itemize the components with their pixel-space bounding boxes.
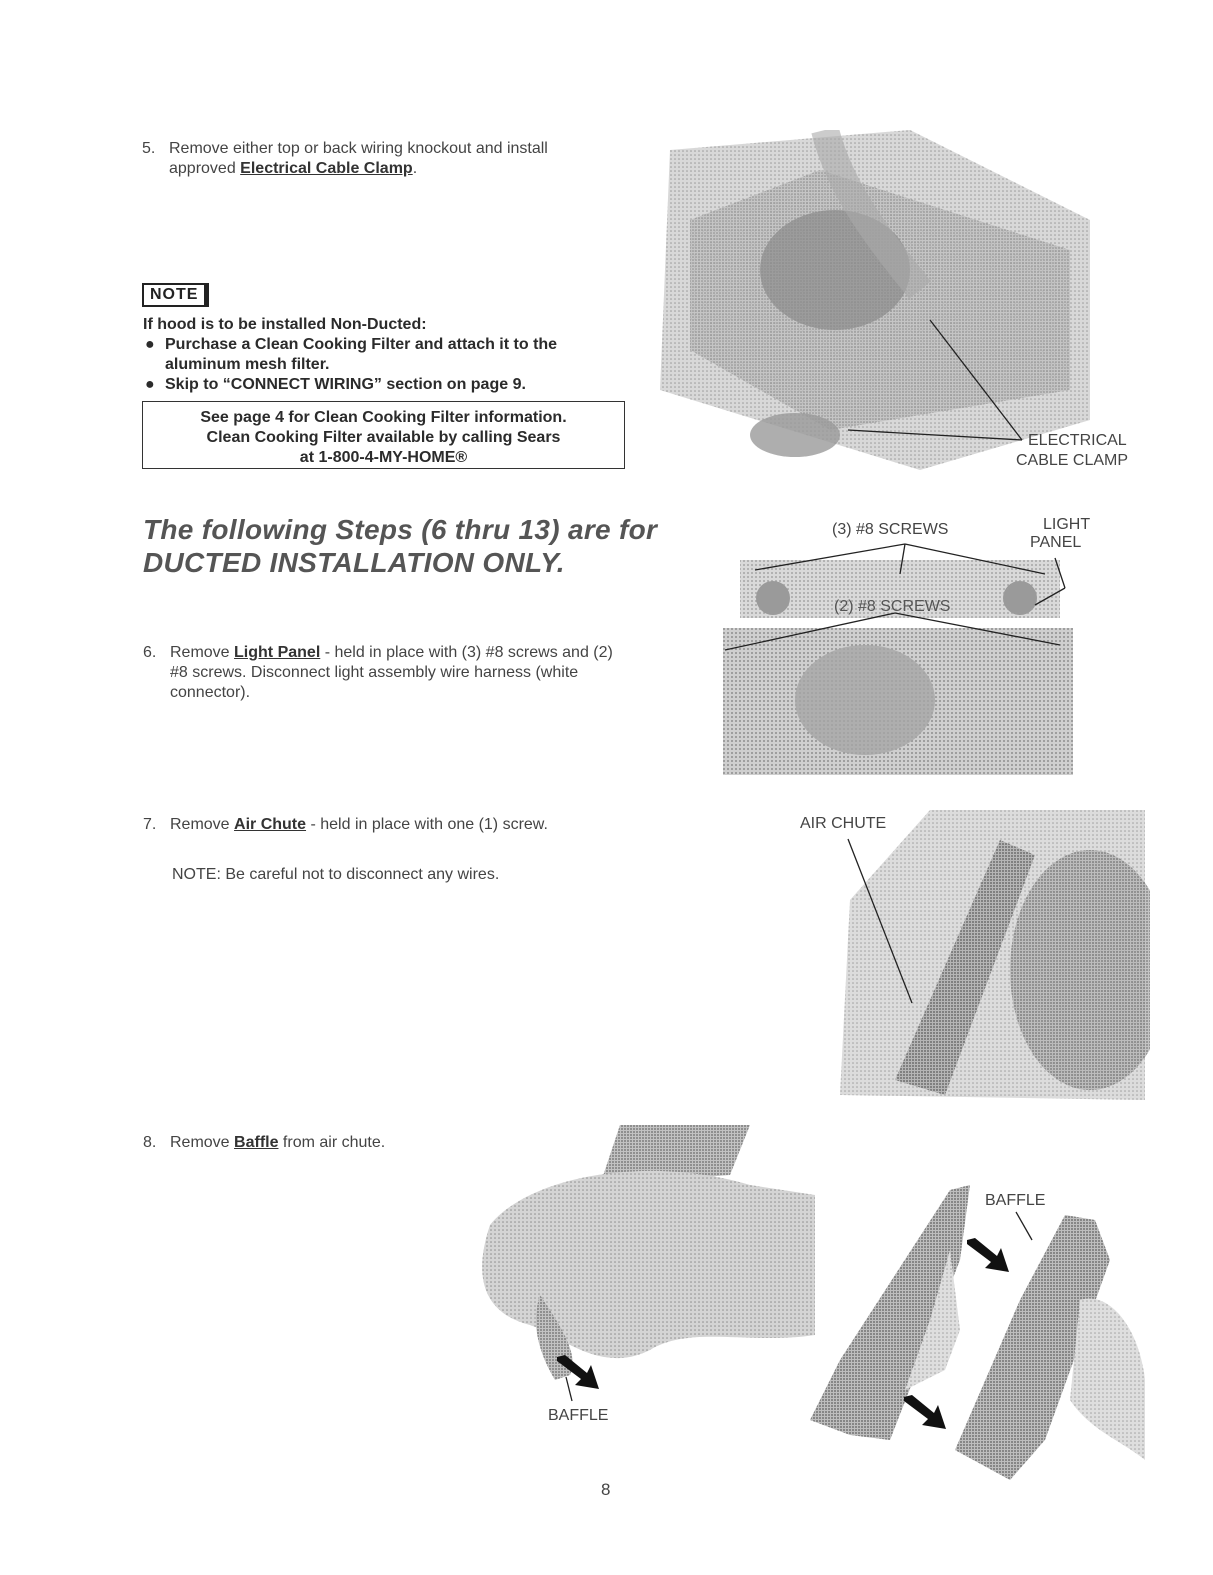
- step-number: 6.: [143, 644, 157, 661]
- label-3-screws: (3) #8 SCREWS: [832, 521, 949, 538]
- baffle-separated-photo: [810, 1180, 1150, 1500]
- electrical-cable-clamp-link: Electrical Cable Clamp: [240, 160, 413, 177]
- air-chute-link: Air Chute: [234, 816, 307, 833]
- baffle-arrow-icon: [902, 1395, 952, 1435]
- clean-cooking-filter-info-box: See page 4 for Clean Cooking Filter information. Clean Cooking Filter available by calling Sears at 1-800-4-MY-HOME®: [142, 401, 625, 469]
- light-panel-leader-lines: [715, 530, 1075, 660]
- label-light: LIGHT: [1043, 516, 1091, 533]
- ducted-heading-line-2: DUCTED INSTALLATION ONLY.: [143, 547, 565, 578]
- baffle-hand-photo: [450, 1125, 820, 1415]
- step-number: 8.: [143, 1134, 157, 1151]
- step-text: Remove either top or back wiring knockout and install approved Electrical Cable Clamp.: [169, 140, 548, 177]
- cable-clamp-leader-lines: [650, 130, 1150, 480]
- baffle-link: Baffle: [234, 1134, 279, 1151]
- label-cable-clamp: CABLE CLAMP: [1016, 452, 1129, 469]
- step-text: Remove Baffle from air chute.: [170, 1134, 386, 1151]
- label-electrical: ELECTRICAL: [1028, 432, 1127, 449]
- step-7: [143, 815, 643, 837]
- label-baffle-left: BAFFLE: [548, 1407, 609, 1424]
- label-panel: PANEL: [1030, 534, 1082, 551]
- note-bullet-list: [143, 335, 613, 395]
- step-7-note: NOTE: Be careful not to disconnect any wires.: [172, 866, 500, 883]
- note-bullet-2: ● Skip to “CONNECT WIRING” section on page 9.: [145, 376, 526, 393]
- light-panel-link: Light Panel: [234, 644, 321, 661]
- note-tag: NOTE: [142, 283, 206, 307]
- page-number: 8: [601, 1480, 611, 1499]
- step-text: Remove Air Chute - held in place with one (1) screw.: [170, 816, 548, 833]
- bullet-icon: ●: [145, 376, 155, 393]
- step-6: [143, 643, 643, 707]
- label-baffle-right: BAFFLE: [985, 1192, 1046, 1209]
- step-number: 5.: [142, 140, 156, 157]
- step-5: [142, 139, 622, 183]
- air-chute-leader-line: [840, 835, 940, 1015]
- step-text: Remove Light Panel - held in place with (3) #8 screws and (2) #8 screws. Disconnect light assembly wire harness (white connector).: [170, 644, 613, 701]
- label-air-chute: AIR CHUTE: [800, 815, 887, 832]
- baffle-arrow-icon: [965, 1238, 1015, 1278]
- baffle-left-leader-line: [560, 1375, 580, 1405]
- step-number: 7.: [143, 816, 157, 833]
- label-2-screws: (2) #8 SCREWS: [834, 598, 951, 615]
- bullet-icon: ●: [145, 336, 155, 353]
- ducted-heading-line-1: The following Steps (6 thru 13) are for: [143, 514, 658, 545]
- note-intro: If hood is to be installed Non-Ducted:: [143, 316, 427, 333]
- note-bullet-1: ● Purchase a Clean Cooking Filter and attach it to the aluminum mesh filter.: [145, 336, 558, 373]
